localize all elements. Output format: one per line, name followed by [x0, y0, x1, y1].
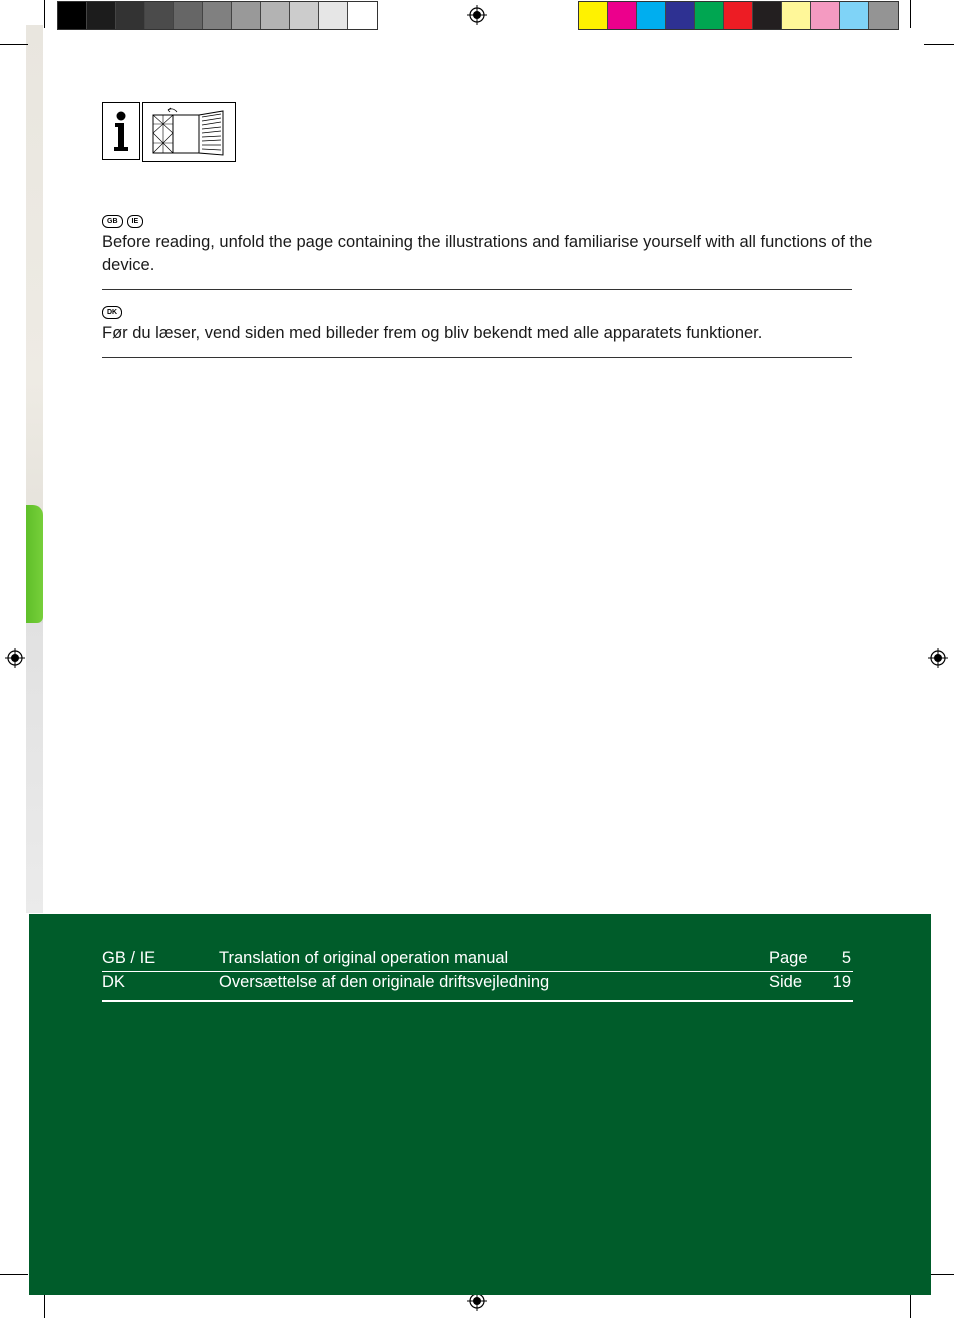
toc-title: Oversættelse af den originale driftsvejledning: [219, 973, 550, 991]
info-icon: [102, 102, 140, 160]
color-swatch: [782, 2, 811, 29]
grey-swatch: [232, 2, 261, 29]
page-bleed-green-shape: [26, 505, 43, 623]
color-swatch: [753, 2, 782, 29]
color-swatch: [637, 2, 666, 29]
grey-swatch: [348, 2, 377, 29]
color-calibration-bar: [578, 1, 899, 30]
toc-language: GB / IE: [102, 949, 156, 967]
crop-mark: [924, 44, 954, 45]
color-swatch: [695, 2, 724, 29]
instruction-text-gb: Before reading, unfold the page containing the illustrations and familiarise yourself with all functions of the device.: [102, 233, 873, 274]
grey-swatch: [174, 2, 203, 29]
fold-out-page-icon: [142, 102, 236, 162]
toc-row-dk[interactable]: [102, 971, 851, 993]
color-swatch: [840, 2, 869, 29]
toc-page-number: 5: [841, 949, 851, 967]
grey-swatch: [58, 2, 87, 29]
page-bleed-strip-lower: [26, 623, 43, 913]
language-badges-dk: [102, 304, 126, 322]
language-badge-dk: DK: [102, 306, 122, 319]
color-swatch: [724, 2, 753, 29]
toc-language: DK: [102, 973, 125, 991]
grey-swatch: [319, 2, 348, 29]
color-swatch: [666, 2, 695, 29]
section-divider: [102, 357, 852, 358]
grey-swatch: [290, 2, 319, 29]
toc-title: Translation of original operation manual: [219, 949, 509, 967]
language-badge-gb: GB: [102, 215, 123, 228]
grey-swatch: [116, 2, 145, 29]
color-swatch: [608, 2, 637, 29]
toc-row-gb[interactable]: [102, 947, 851, 969]
grey-swatch: [203, 2, 232, 29]
crop-mark: [0, 44, 28, 45]
toc-page-label: Side: [769, 973, 803, 991]
color-swatch: [869, 2, 898, 29]
grey-swatch: [145, 2, 174, 29]
toc-bottom-rule: [102, 1000, 853, 1002]
section-divider: [102, 289, 852, 290]
crop-mark: [44, 0, 45, 28]
color-swatch: [579, 2, 608, 29]
language-badges-gb-ie: [102, 213, 147, 231]
grey-swatch: [261, 2, 290, 29]
registration-mark-icon: [467, 5, 487, 25]
toc-page-label: Page: [769, 949, 808, 967]
grey-swatch: [87, 2, 116, 29]
instruction-text-dk: Før du læser, vend siden med billeder frem og bliv bekendt med alle apparatets funktioner.: [102, 324, 763, 342]
language-badge-ie: IE: [127, 215, 144, 228]
grey-calibration-bar: [57, 1, 378, 30]
registration-mark-icon: [928, 648, 948, 668]
color-swatch: [811, 2, 840, 29]
crop-mark: [0, 1274, 28, 1275]
table-of-contents-panel: [29, 914, 931, 1295]
crop-mark: [910, 0, 911, 28]
registration-mark-icon: [5, 648, 25, 668]
toc-page-number: 19: [832, 973, 851, 991]
